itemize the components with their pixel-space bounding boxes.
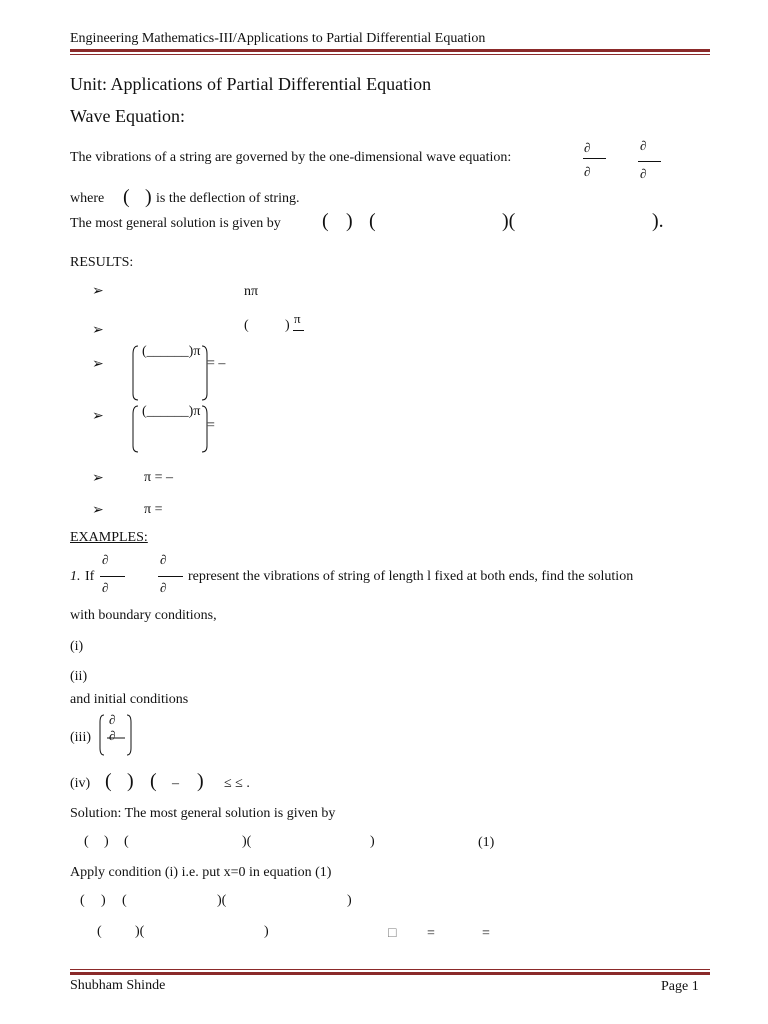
bullet-icon: ➢: [92, 409, 104, 424]
paren-open: (: [322, 210, 329, 232]
partial-symbol: ∂: [584, 164, 591, 179]
paren-open: (: [84, 834, 89, 849]
paren-mid: )(: [135, 924, 145, 939]
paren-close: ): [104, 834, 109, 849]
paren-open: (: [123, 186, 130, 208]
partial-symbol: ∂: [102, 580, 109, 595]
page-header-title: Engineering Mathematics-III/Applications to Partial Differential Equation: [70, 31, 486, 46]
bullet-icon: ➢: [92, 357, 104, 372]
condition-iii: (iii): [70, 730, 91, 745]
paren-open: (: [80, 893, 85, 908]
condition-ii: (ii): [70, 669, 88, 684]
bullet-icon: ➢: [92, 284, 104, 299]
unit-title: Unit: Applications of Partial Differential Equation: [70, 74, 432, 94]
paren-close: ): [127, 770, 134, 792]
bullet-icon: ➢: [92, 471, 104, 486]
paren-close: ): [264, 924, 269, 939]
where-text: where: [70, 191, 105, 206]
fraction-bar: [293, 330, 304, 331]
paren-open: (: [105, 770, 112, 792]
paren-open: (: [150, 770, 157, 792]
fraction-bar: [100, 576, 125, 577]
result-3-inner: (______)π: [142, 344, 201, 359]
example-number: 1.: [70, 569, 81, 584]
fraction-bar: [638, 161, 661, 162]
fraction-bar: [158, 576, 183, 577]
equals-sign: =: [427, 926, 435, 941]
results-heading: RESULTS:: [70, 255, 134, 270]
result-2-pi: π: [294, 311, 301, 326]
footer-rule-thin: [70, 969, 710, 970]
paren-close: ): [346, 210, 353, 232]
result-2-open: (: [244, 318, 249, 333]
partial-symbol: ∂: [109, 728, 116, 743]
header-rule: [70, 49, 710, 52]
result-2-close: ): [285, 318, 290, 333]
examples-heading: EXAMPLES:: [70, 530, 148, 545]
equation-label: (1): [478, 835, 495, 850]
partial-symbol: ∂: [160, 580, 167, 595]
condition-iv-minus: –: [172, 776, 179, 791]
solution-text: Solution: The most general solution is given by: [70, 806, 336, 821]
boundary-text: with boundary conditions,: [70, 608, 217, 623]
condition-iv: (iv): [70, 776, 91, 791]
condition-iii-bracket: [97, 712, 137, 758]
paren-close: ): [370, 834, 375, 849]
partial-symbol: ∂: [584, 140, 591, 155]
apply-condition-text: Apply condition (i) i.e. put x=0 in equation (1): [70, 865, 332, 880]
placeholder-box-icon: □: [388, 926, 397, 941]
paren-mid: )(: [242, 834, 252, 849]
paren-close: ): [145, 186, 152, 208]
result-4-eq: =: [207, 418, 215, 433]
paren-open: (: [369, 210, 376, 232]
paren-open: (: [97, 924, 102, 939]
partial-symbol: ∂: [640, 166, 647, 181]
section-title: Wave Equation:: [70, 106, 186, 126]
result-5: π = –: [144, 470, 173, 485]
paren-close: ): [347, 893, 352, 908]
paren-close: ): [101, 893, 106, 908]
partial-symbol: ∂: [102, 552, 109, 567]
paren-open: (: [124, 834, 129, 849]
partial-symbol: ∂: [109, 712, 116, 727]
footer-author: Shubham Shinde: [70, 978, 166, 993]
paren-mid: )(: [502, 210, 516, 232]
paren-open: (: [122, 893, 127, 908]
result-6: π =: [144, 502, 163, 517]
partial-symbol: ∂: [640, 138, 647, 153]
condition-i: (i): [70, 639, 84, 654]
footer-page-number: Page 1: [661, 979, 699, 994]
footer-rule: [70, 972, 710, 975]
result-4-inner: (______)π: [142, 404, 201, 419]
bullet-icon: ➢: [92, 323, 104, 338]
deflection-text: is the deflection of string.: [156, 191, 300, 206]
header-rule-thin: [70, 54, 710, 55]
paren-close: ): [197, 770, 204, 792]
represent-text: represent the vibrations of string of length l fixed at both ends, find the solution: [188, 569, 634, 584]
equals-sign: =: [482, 926, 490, 941]
initial-text: and initial conditions: [70, 692, 189, 707]
intro-line: The vibrations of a string are governed by the one-dimensional wave equation:: [70, 150, 512, 165]
condition-iv-range: ≤ ≤ .: [224, 776, 250, 791]
general-solution-text: The most general solution is given by: [70, 216, 281, 231]
bullet-icon: ➢: [92, 503, 104, 518]
if-text: If: [85, 569, 95, 584]
partial-symbol: ∂: [160, 552, 167, 567]
result-1: nπ: [244, 284, 259, 299]
result-3-eq: = –: [207, 356, 226, 371]
paren-mid: )(: [217, 893, 227, 908]
paren-end: ).: [652, 210, 664, 232]
fraction-bar: [583, 158, 606, 159]
